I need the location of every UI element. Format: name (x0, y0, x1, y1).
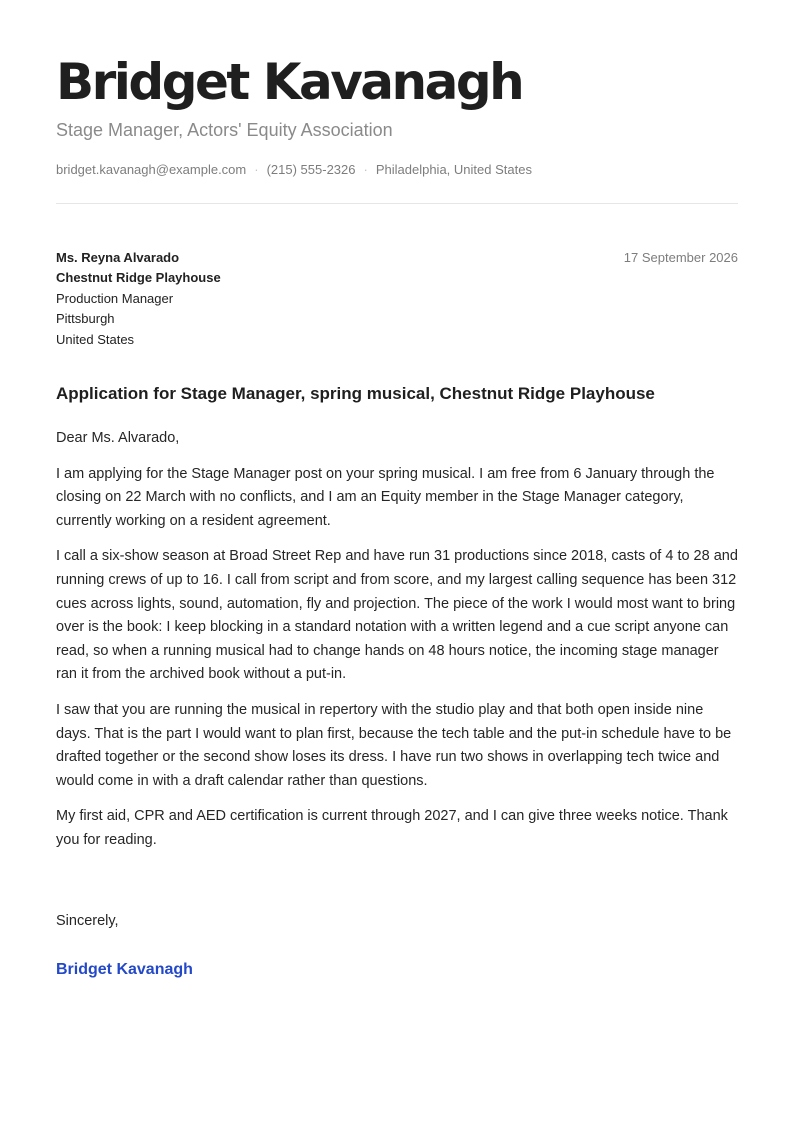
body-paragraph: I saw that you are running the musical in repertory with the studio play and that both open inside nine days. That is the part I would want to plan first, because the tech table and the put-in schedule have to be drafted together or the second show loses its dress. I have run two shows in overlapping tech twice and would come in with a draft calendar rather than questions. (56, 701, 732, 789)
recipient-country: United States (56, 331, 135, 347)
body-paragraph: My first aid, CPR and AED certification is current through 2027, and I can give three weeks notice. Thank you for reading. (56, 808, 728, 848)
contact-email[interactable]: bridget.kavanagh@example.com (56, 162, 247, 177)
body-paragraph: I am applying for the Stage Manager post on your spring musical. I am free from 6 January through the closing on 22 March with no conflicts, and I am an Equity member in the Stage Manager category, currently working on a resident agreement. (56, 465, 715, 529)
contact-separator: · (363, 162, 368, 177)
applicant-name: Bridget Kavanagh (56, 53, 523, 111)
contact-line (56, 161, 532, 179)
contact-location: Philadelphia, United States (375, 162, 532, 177)
recipient-block (56, 248, 221, 350)
letter-date: 17 September 2026 (623, 250, 738, 265)
recipient-name: Ms. Reyna Alvarado (56, 250, 180, 265)
letter-subject: Application for Stage Manager, spring musical, Chestnut Ridge Playhouse (56, 384, 655, 403)
letter-body (56, 427, 738, 865)
salutation: Dear Ms. Alvarado, (56, 430, 180, 446)
header-divider (56, 203, 738, 204)
recipient-city: Pittsburgh (56, 311, 115, 327)
closing: Sincerely, (56, 913, 119, 929)
recipient-company: Chestnut Ridge Playhouse (56, 270, 221, 286)
signature: Bridget Kavanagh (56, 961, 193, 978)
body-paragraph: I call a six-show season at Broad Street Rep and have run 31 productions since 2018, casts of 4 to 28 and running crews of up to 16. I call from script and from score, and my largest calling sequence has been 312 cues across lights, sound, automation, fly and projection. The piece of the work I would most want to bring over is the book: I keep blocking in a standard notation with a written legend and a cue script anyone can read, so when a running musical had to change hands on 48 hours notice, the incoming stage manager ran it from the archived book without a put-in. (56, 548, 738, 683)
contact-separator: · (254, 162, 259, 177)
contact-phone[interactable]: (215) 555-2326 (266, 162, 356, 177)
recipient-title: Production Manager (56, 290, 174, 306)
applicant-role: Stage Manager, Actors' Equity Association (56, 120, 393, 140)
